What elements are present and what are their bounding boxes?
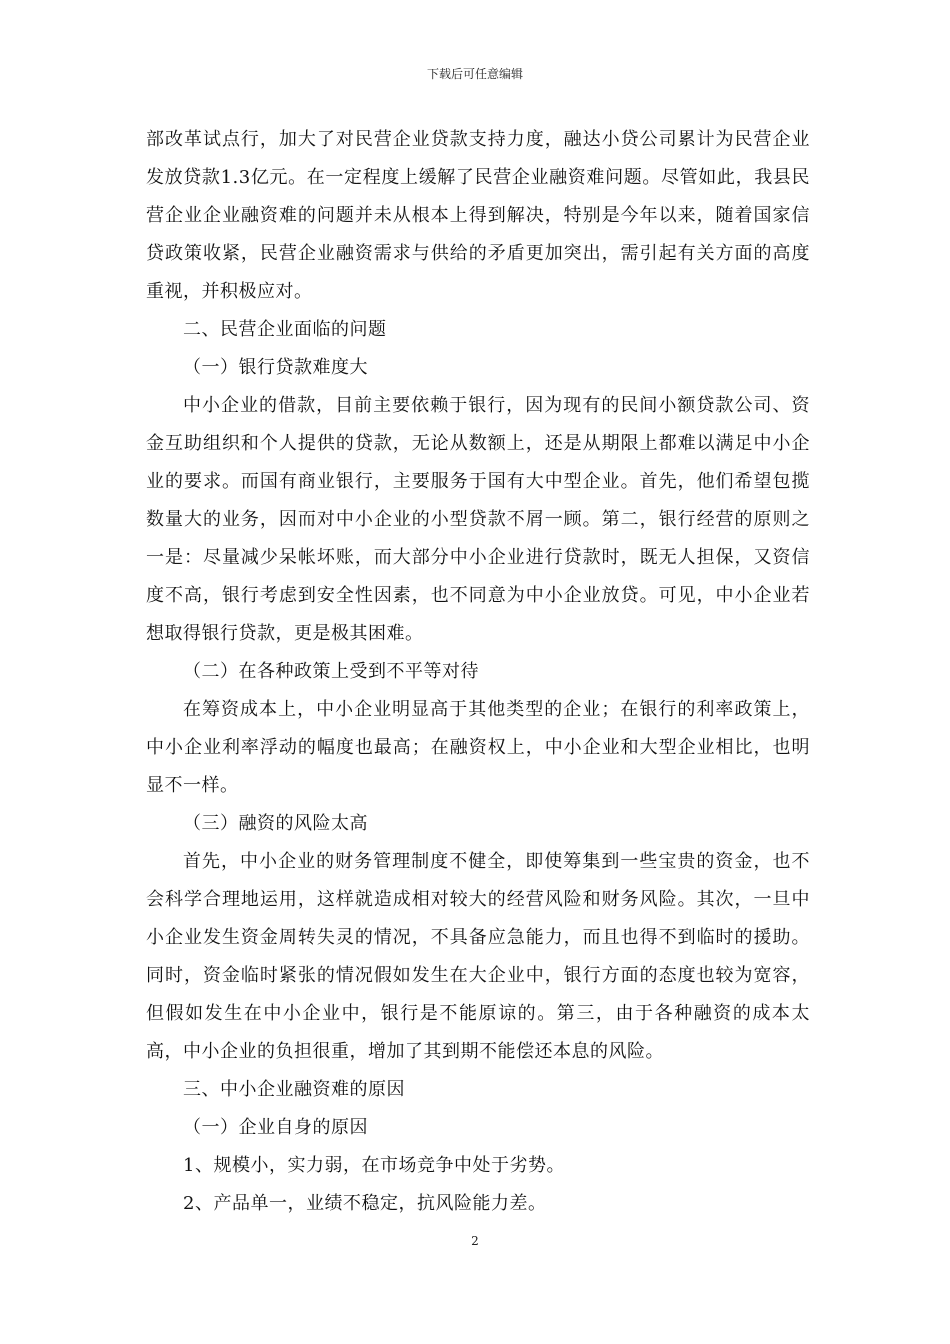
- subheading-internal-causes: （一）企业自身的原因: [183, 1117, 368, 1138]
- paragraph-bank-loans: 中小企业的借款，目前主要依赖于银行，因为现有的民间小额贷款公司、资金互助组织和个人提供的贷款，无论从数额上，还是从期限上都难以满足中小企业的要求。而国有商业银行，主要服务于国有大中型企业。首先，他们希望包揽数量大的业务，因而对中小企业的小型贷款不屑一顾。第二，银行经营的原则之一是：尽量减少呆帐坏账，而大部分中小企业进行贷款时，既无人担保，又资信度不高，银行考虑到安全性因素，也不同意为中小企业放贷。可见，中小企业若想取得银行贷款，更是极其困难。: [146, 395, 810, 644]
- paragraph-continuation: 部改革试点行，加大了对民营企业贷款支持力度，融达小贷公司累计为民营企业发放贷款1.3亿元。在一定程度上缓解了民营企业融资难问题。尽管如此，我县民营企业企业融资难的问题并未从根本上得到解决，特别是今年以来，随着国家信贷政策收紧，民营企业融资需求与供给的矛盾更加突出，需引起有关方面的高度重视，并积极应对。: [146, 129, 810, 302]
- list-item: 1、规模小，实力弱，在市场竞争中处于劣势。: [183, 1155, 565, 1176]
- paragraph-financing-risk: 首先，中小企业的财务管理制度不健全，即使筹集到一些宝贵的资金，也不会科学合理地运用，这样就造成相对较大的经营风险和财务风险。其次，一旦中小企业发生资金周转失灵的情况，不具备应急能力，而且也得不到临时的援助。同时，资金临时紧张的情况假如发生在大企业中，银行方面的态度也较为宽容，但假如发生在中小企业中，银行是不能原谅的。第三，由于各种融资的成本太高，中小企业的负担很重，增加了其到期不能偿还本息的风险。: [146, 851, 810, 1062]
- document-body: [146, 121, 810, 1223]
- section-heading-problems: 二、民营企业面临的问题: [183, 319, 387, 340]
- subheading-bank-loans: （一）银行贷款难度大: [183, 357, 368, 378]
- section-heading-causes: 三、中小企业融资难的原因: [183, 1079, 405, 1100]
- page-number: 2: [471, 1234, 479, 1248]
- subheading-financing-risk: （三）融资的风险太高: [183, 813, 368, 834]
- paragraph-unequal-treatment: 在筹资成本上，中小企业明显高于其他类型的企业；在银行的利率政策上，中小企业利率浮动的幅度也最高；在融资权上，中小企业和大型企业相比，也明显不一样。: [146, 699, 810, 796]
- list-item: 2、产品单一，业绩不稳定，抗风险能力差。: [183, 1193, 547, 1214]
- subheading-unequal-treatment: （二）在各种政策上受到不平等对待: [183, 661, 479, 682]
- page-header: 下载后可任意编辑: [426, 67, 523, 81]
